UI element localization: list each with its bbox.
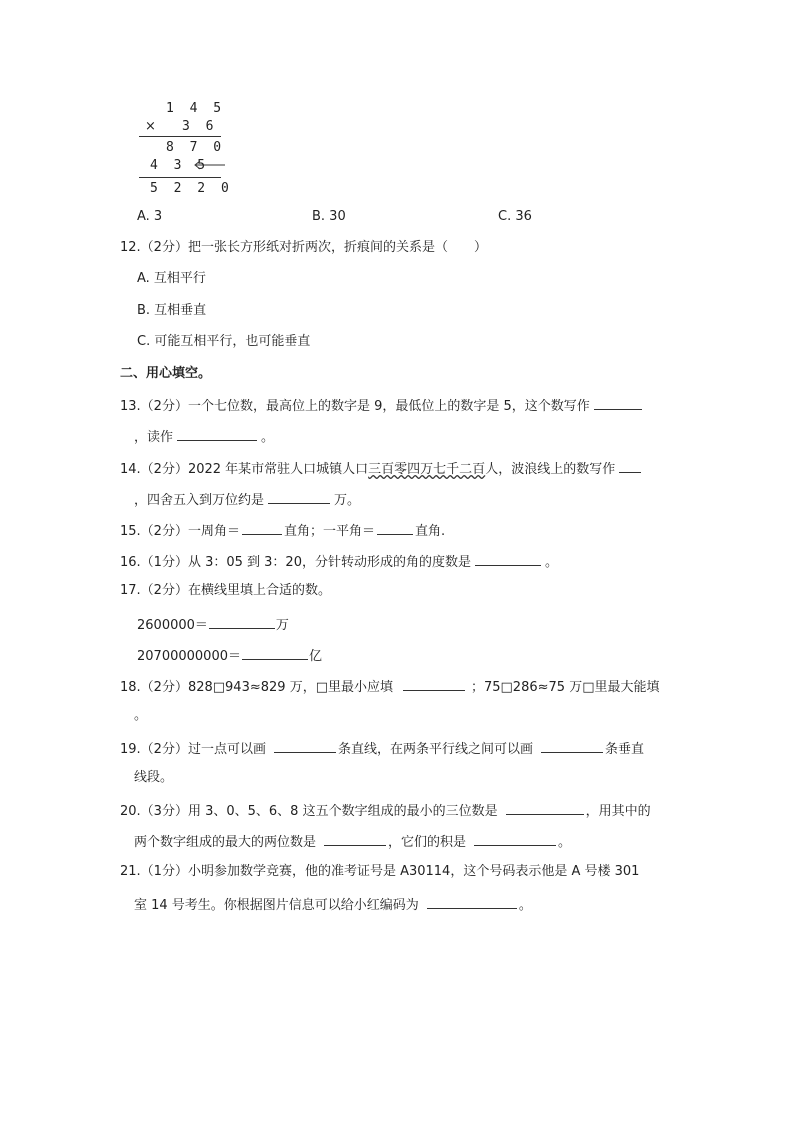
answer-blank[interactable] bbox=[324, 832, 386, 846]
q19-text-c: 条垂直 bbox=[604, 742, 644, 757]
calc-row-1: 1 4 5 bbox=[166, 101, 226, 116]
q19-line bbox=[120, 739, 644, 758]
q17-line-1 bbox=[137, 615, 289, 634]
q14-wavy-number: 三百零四万七千二百 bbox=[368, 462, 486, 477]
q12-option-c: C. 可能互相平行，也可能垂直 bbox=[137, 334, 311, 349]
q21-end: 。 bbox=[518, 898, 532, 913]
q13-text: 13.（2分）一个七位数，最高位上的数字是 9，最低位上的数字是 5，这个数写作 bbox=[120, 399, 590, 414]
answer-blank[interactable] bbox=[427, 895, 517, 909]
q12-stem: 12.（2分）把一张长方形纸对折两次，折痕间的关系是（ ） bbox=[120, 240, 487, 255]
q18-text-b: ；75□286≈75 万□里最大能填 bbox=[470, 680, 660, 695]
q20-text-b: ，用其中的 bbox=[585, 804, 651, 819]
q17-stem: 17.（2分）在横线里填上合适的数。 bbox=[120, 583, 331, 598]
q14-text-b: 人，波浪线上的数写作 bbox=[485, 462, 616, 477]
q15-text-c: 直角. bbox=[414, 524, 446, 539]
q20-text-a: 20.（3分）用 3、0、5、6、8 这五个数字组成的最小的三位数是 bbox=[120, 804, 498, 819]
q18-line bbox=[120, 677, 659, 696]
q14-line-1 bbox=[120, 459, 645, 478]
answer-blank[interactable] bbox=[242, 521, 282, 535]
q20-text-c: 两个数字组成的最大的两位数是 bbox=[134, 835, 317, 850]
q14-text: 14.（2分）2022 年某市常驻人口城镇人口 bbox=[120, 462, 369, 477]
q12-option-a: A. 互相平行 bbox=[137, 271, 206, 286]
answer-blank[interactable] bbox=[506, 801, 584, 815]
answer-blank[interactable] bbox=[403, 677, 465, 691]
q17-text-1: 2600000＝ bbox=[137, 618, 208, 633]
q16-line bbox=[120, 552, 558, 571]
q13-line-2 bbox=[134, 427, 274, 446]
q15-text-b: 直角；一平角＝ bbox=[283, 524, 375, 539]
q19-text-b: 条直线，在两条平行线之间可以画 bbox=[337, 742, 533, 757]
answer-blank[interactable] bbox=[209, 615, 275, 629]
q20-line-1 bbox=[120, 801, 651, 820]
answer-blank[interactable] bbox=[474, 832, 556, 846]
times-sign: × bbox=[145, 119, 156, 134]
calc-row-4: 4 3 5 bbox=[150, 158, 210, 173]
calc-row-2: 3 6 bbox=[182, 119, 218, 134]
answer-blank[interactable] bbox=[274, 739, 336, 753]
q13-end: 。 bbox=[261, 430, 275, 445]
calc-divider-2 bbox=[139, 177, 221, 178]
q14-end: 万。 bbox=[334, 493, 361, 508]
answer-blank[interactable] bbox=[594, 396, 642, 410]
q17-text-2: 20700000000＝ bbox=[137, 649, 241, 664]
calc-row-5: 5 2 2 0 bbox=[150, 181, 233, 196]
answer-blank[interactable] bbox=[619, 459, 641, 473]
q19-line-2: 线段。 bbox=[134, 770, 174, 785]
calc-row-3: 8 7 0 bbox=[166, 140, 226, 155]
q15-text-a: 15.（2分）一周角＝ bbox=[120, 524, 240, 539]
q12-option-b: B. 互相垂直 bbox=[137, 303, 207, 318]
q21-text-b: 室 14 号考生。你根据图片信息可以给小红编码为 bbox=[134, 898, 419, 913]
arrow-icon bbox=[192, 158, 226, 176]
q20-line-2 bbox=[134, 832, 571, 851]
q16-text: 16.（1分）从 3：05 到 3：20，分针转动形成的角的度数是 bbox=[120, 555, 471, 570]
q14-line-2 bbox=[134, 490, 360, 509]
q18-end: 。 bbox=[134, 708, 148, 723]
answer-blank[interactable] bbox=[242, 646, 308, 660]
answer-blank[interactable] bbox=[177, 427, 257, 441]
q20-text-d: ，它们的积是 bbox=[388, 835, 467, 850]
q20-end: 。 bbox=[558, 835, 572, 850]
q16-end: 。 bbox=[544, 555, 558, 570]
answer-blank[interactable] bbox=[377, 521, 413, 535]
calc-divider-1 bbox=[139, 136, 221, 137]
answer-blank[interactable] bbox=[475, 552, 541, 566]
q11-option-a: A. 3 bbox=[137, 209, 163, 224]
q11-option-b: B. 30 bbox=[312, 209, 346, 224]
q21-line-1: 21.（1分）小明参加数学竞赛，他的准考证号是 A30114，这个号码表示他是 A 号楼 301 bbox=[120, 864, 640, 879]
q15-line bbox=[120, 521, 445, 540]
q19-text-a: 19.（2分）过一点可以画 bbox=[120, 742, 266, 757]
q11-option-c: C. 36 bbox=[498, 209, 532, 224]
q17-unit-2: 亿 bbox=[308, 649, 322, 664]
q18-text-a: 18.（2分）828□943≈829 万，□里最小应填 bbox=[120, 680, 393, 695]
answer-blank[interactable] bbox=[268, 490, 330, 504]
q17-line-2 bbox=[137, 646, 322, 665]
section-title: 二、用心填空。 bbox=[120, 366, 212, 381]
answer-blank[interactable] bbox=[541, 739, 603, 753]
q17-unit-1: 万 bbox=[275, 618, 289, 633]
q13-line-1 bbox=[120, 396, 646, 415]
q14-text-2: ，四舍五入到万位约是 bbox=[134, 493, 265, 508]
q21-line-2 bbox=[134, 895, 532, 914]
q13-text-2: ，读作 bbox=[134, 430, 174, 445]
